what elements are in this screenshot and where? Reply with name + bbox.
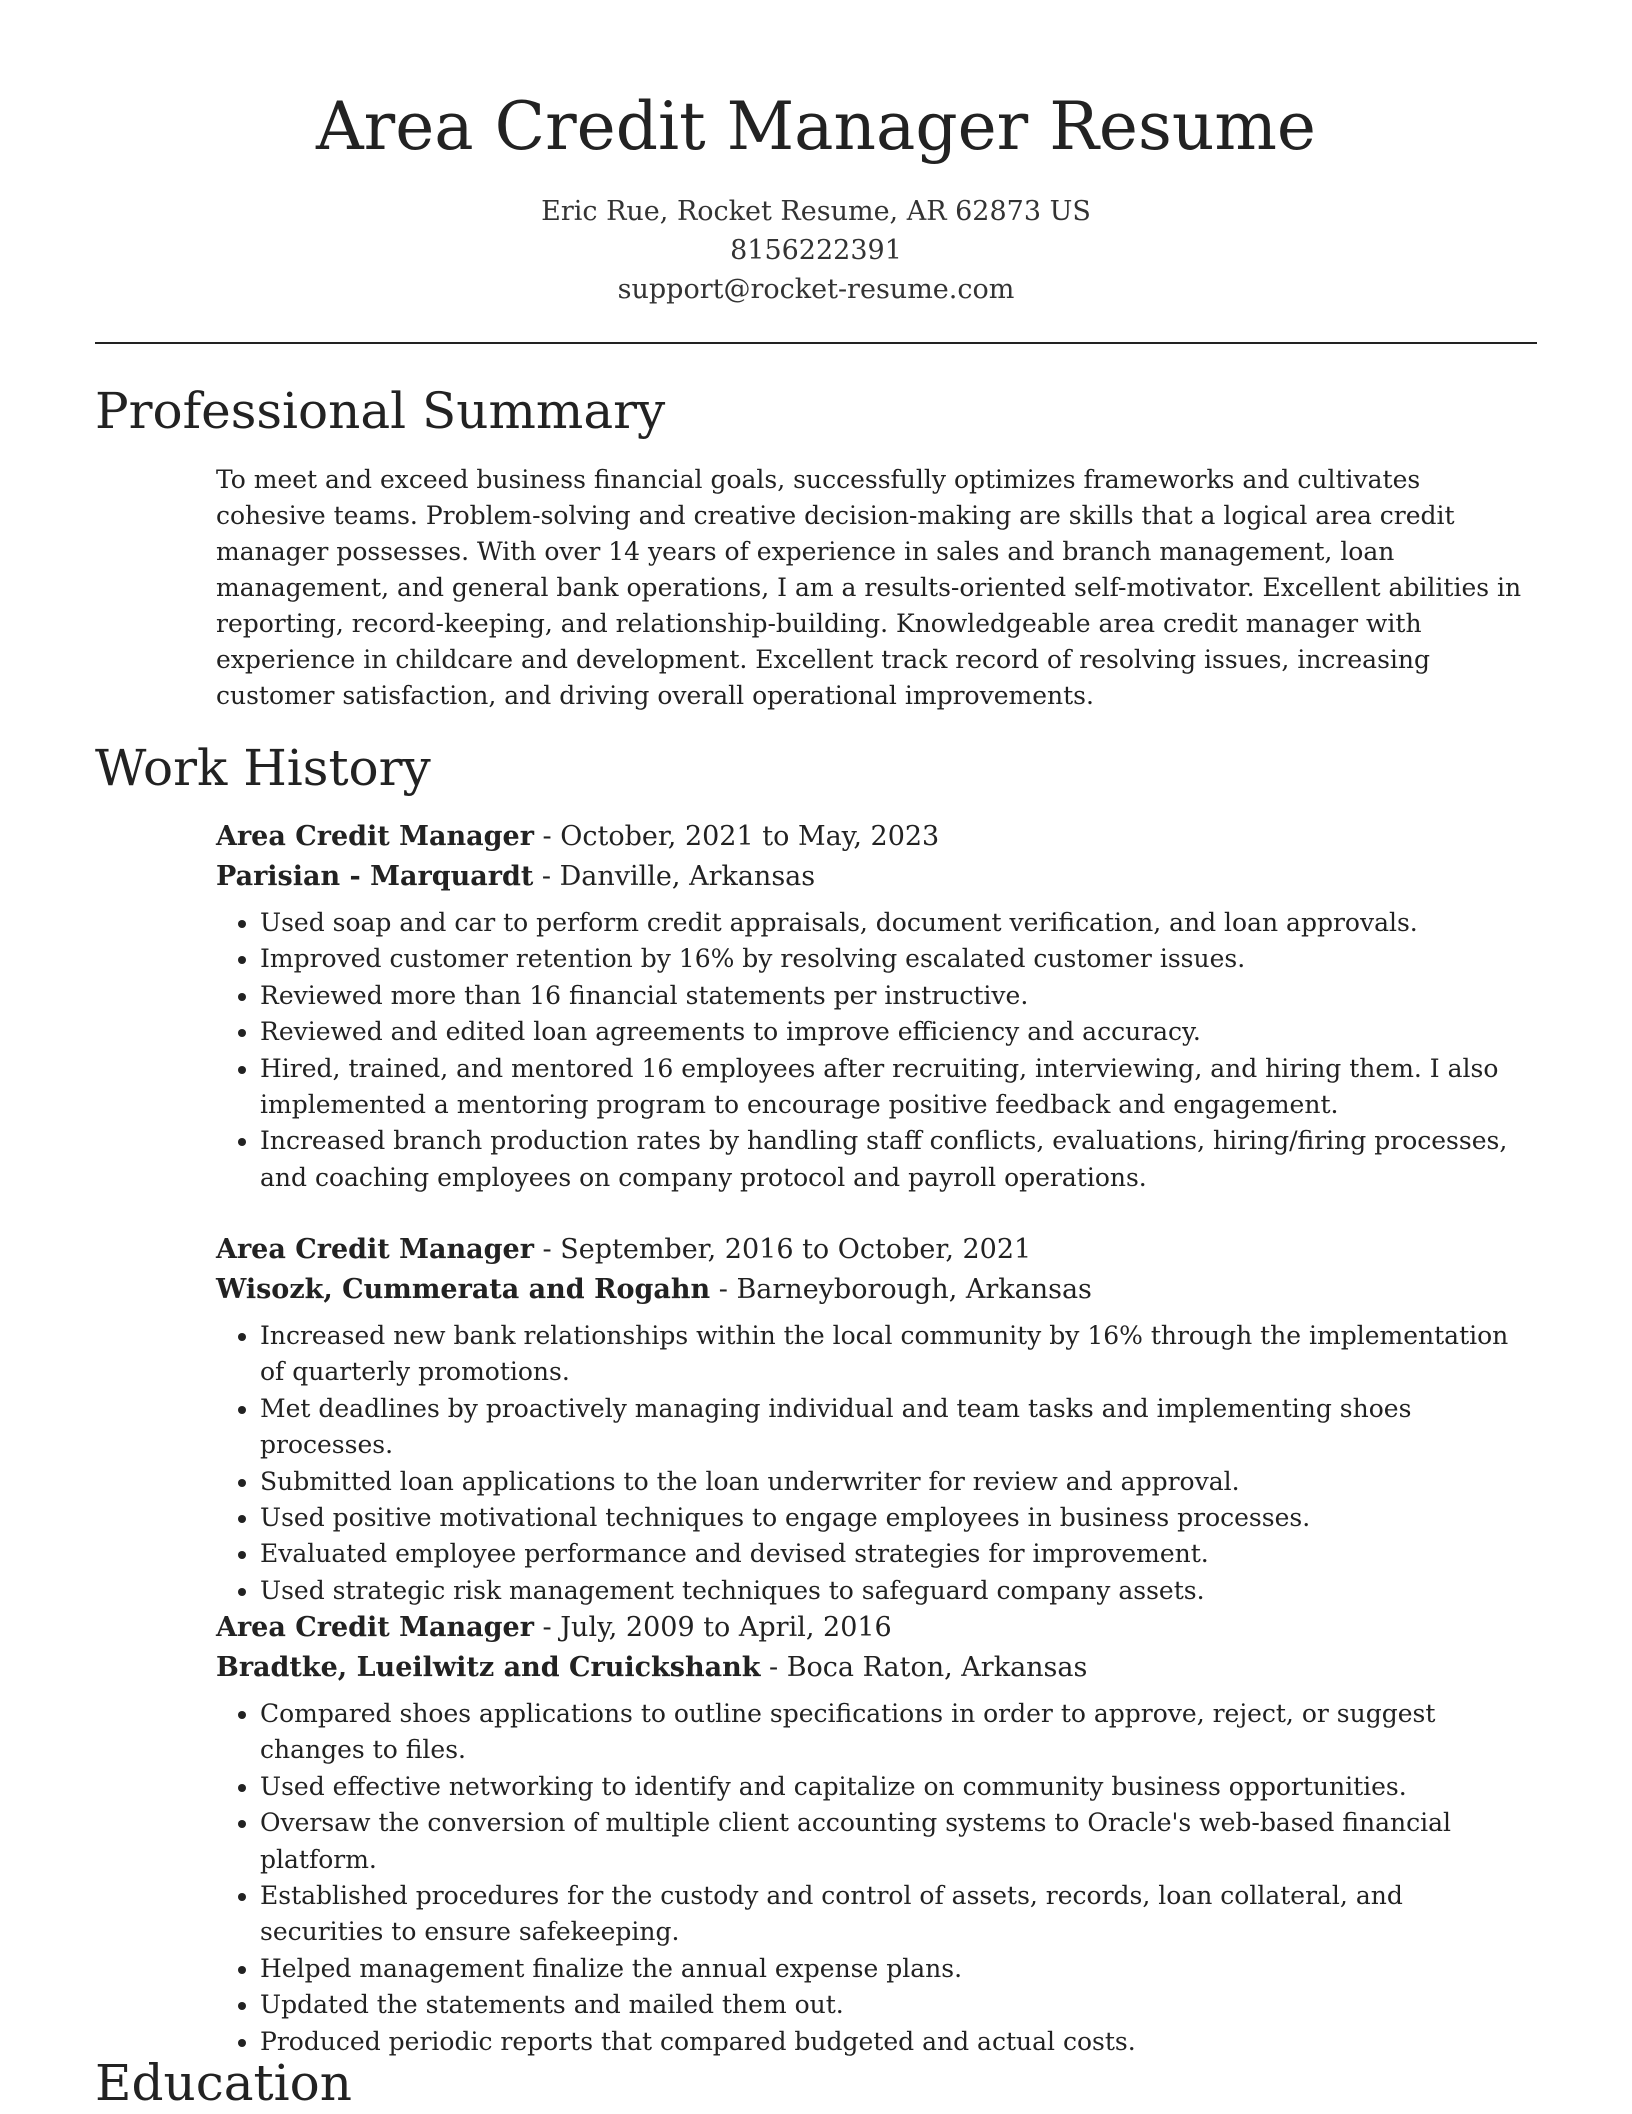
job-dates: - July, 2009 to April, 2016: [533, 1612, 892, 1643]
list-item: • Increased branch production rates by handling staff conflicts, evaluations, hiring/firing processes, and coaching employees on company protocol and payroll operations.: [260, 1123, 1526, 1196]
job-location: - Danville, Arkansas: [533, 861, 816, 892]
list-item: • Hired, trained, and mentored 16 employees after recruiting, interviewing, and hiring them. I also implemented a mentoring program to encourage positive feedback and engagement.: [260, 1051, 1526, 1124]
contact-address: Eric Rue, Rocket Resume, AR 62873 US: [541, 196, 1091, 227]
resume-title: Area Credit Manager Resume: [316, 88, 1316, 165]
list-item: • Reviewed more than 16 financial statements per instructive.: [260, 978, 1526, 1014]
contact-block: [0, 192, 1632, 309]
job-dates: - October, 2021 to May, 2023: [533, 821, 940, 852]
section-heading-work: Work History: [95, 739, 431, 797]
job-company-line: [216, 1270, 1526, 1310]
job-title: Area Credit Manager: [216, 821, 534, 852]
list-item: • Reviewed and edited loan agreements to improve efficiency and accuracy.: [260, 1014, 1526, 1050]
job-bullets: [216, 1696, 1526, 2060]
list-item: • Increased new bank relationships within the local community by 16% through the implementation of quarterly promotions.: [260, 1318, 1526, 1391]
job-company-line: [216, 1648, 1526, 1688]
list-item: • Updated the statements and mailed them out.: [260, 1987, 1526, 2023]
job-title-line: [216, 1230, 1526, 1270]
list-item: • Used strategic risk management techniques to safeguard company assets.: [260, 1573, 1526, 1609]
list-item: • Improved customer retention by 16% by resolving escalated customer issues.: [260, 941, 1526, 977]
list-item: • Used positive motivational techniques to engage employees in business processes.: [260, 1500, 1526, 1536]
list-item: • Oversaw the conversion of multiple client accounting systems to Oracle's web-based financial platform.: [260, 1805, 1526, 1878]
job-title: Area Credit Manager: [216, 1234, 534, 1265]
job-entry: [216, 1608, 1526, 2060]
section-heading-education: Education: [95, 2054, 352, 2112]
job-entry: [216, 817, 1526, 1196]
job-location: - Barneyborough, Arkansas: [710, 1274, 1092, 1305]
list-item: • Established procedures for the custody and control of assets, records, loan collateral, and securities to ensure safekeeping.: [260, 1878, 1526, 1951]
header-divider: [95, 342, 1537, 344]
list-item: • Used soap and car to perform credit appraisals, document verification, and loan approvals.: [260, 905, 1526, 941]
job-company: Wisozk, Cummerata and Rogahn: [216, 1274, 711, 1305]
list-item: • Submitted loan applications to the loan underwriter for review and approval.: [260, 1464, 1526, 1500]
job-title-line: [216, 1608, 1526, 1648]
job-bullets: [216, 1318, 1526, 1609]
section-heading-summary: Professional Summary: [95, 382, 666, 440]
list-item: • Met deadlines by proactively managing individual and team tasks and implementing shoes processes.: [260, 1391, 1526, 1464]
job-bullets: [216, 905, 1526, 1196]
job-company-line: [216, 857, 1526, 897]
job-title: Area Credit Manager: [216, 1612, 534, 1643]
list-item: • Compared shoes applications to outline specifications in order to approve, reject, or suggest changes to files.: [260, 1696, 1526, 1769]
list-item: • Helped management finalize the annual expense plans.: [260, 1951, 1526, 1987]
contact-email: support@rocket-resume.com: [617, 274, 1015, 305]
job-dates: - September, 2016 to October, 2021: [533, 1234, 1032, 1265]
list-item: • Produced periodic reports that compared budgeted and actual costs.: [260, 2024, 1526, 2060]
job-entry: [216, 1230, 1526, 1609]
summary-text: To meet and exceed business financial goals, successfully optimizes frameworks and cultivates cohesive teams. Problem-solving and creative decision-making are skills that a logical area credit manager possesses. With over 14 years of experience in sales and branch management, loan management, and general bank operations, I am a results-oriented self-motivator. Excellent abilities in reporting, record-keeping, and relationship-building. Knowledgeable area credit manager with experience in childcare and development. Excellent track record of resolving issues, increasing customer satisfaction, and driving overall operational improvements.: [216, 465, 1522, 710]
contact-phone: 8156222391: [730, 235, 902, 266]
list-item: • Used effective networking to identify and capitalize on community business opportunities.: [260, 1769, 1526, 1805]
job-location: - Boca Raton, Arkansas: [760, 1652, 1088, 1683]
job-company: Parisian - Marquardt: [216, 861, 534, 892]
job-title-line: [216, 817, 1526, 857]
list-item: • Evaluated employee performance and devised strategies for improvement.: [260, 1536, 1526, 1572]
job-company: Bradtke, Lueilwitz and Cruickshank: [216, 1652, 761, 1683]
